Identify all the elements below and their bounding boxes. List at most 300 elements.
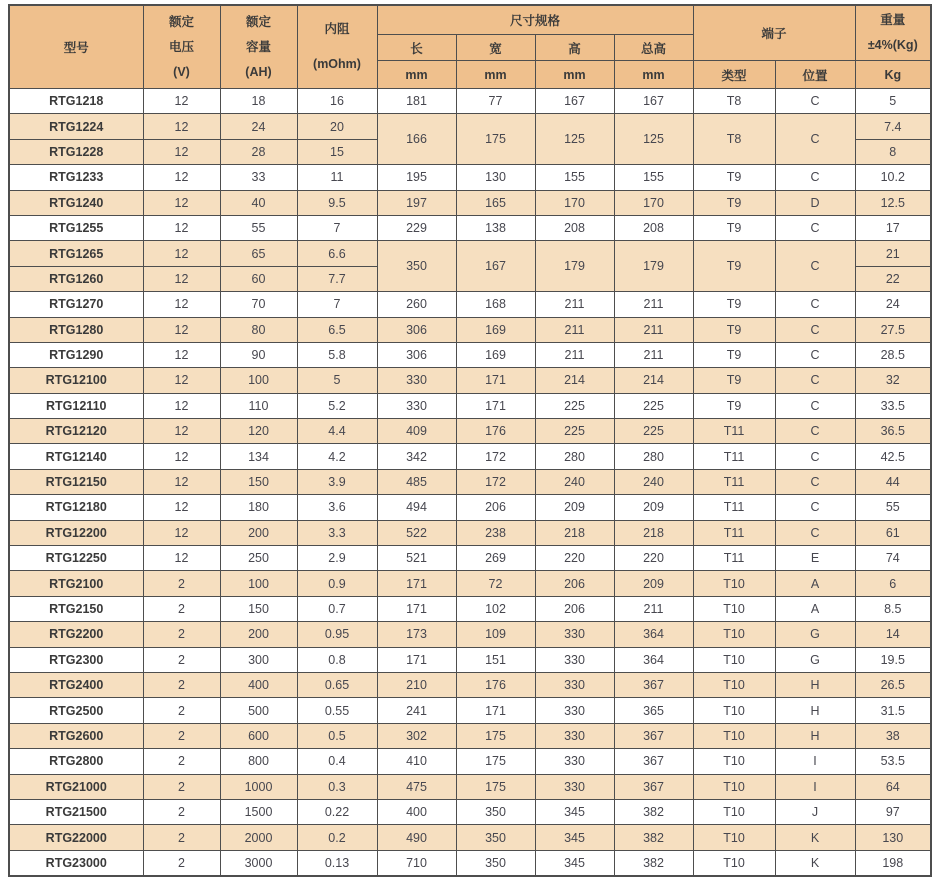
cell-pos: C	[775, 241, 855, 292]
cell-kg: 97	[855, 799, 931, 824]
cell-ah: 120	[220, 419, 297, 444]
cell-kg: 42.5	[855, 444, 931, 469]
header-height: 高	[535, 35, 614, 61]
cell-mohm: 0.4	[297, 749, 377, 774]
header-resistance	[297, 5, 377, 89]
table-body	[9, 89, 931, 877]
cell-v: 2	[143, 850, 220, 876]
table-row	[9, 723, 931, 748]
header-total-height-unit: mm	[614, 61, 693, 89]
cell-v: 12	[143, 241, 220, 266]
cell-h: 208	[535, 215, 614, 240]
cell-model: RTG12180	[9, 495, 143, 520]
cell-w: 238	[456, 520, 535, 545]
cell-kg: 21	[855, 241, 931, 266]
cell-mohm: 0.65	[297, 672, 377, 697]
cell-mohm: 7.7	[297, 266, 377, 291]
cell-kg: 26.5	[855, 672, 931, 697]
cell-w: 130	[456, 165, 535, 190]
cell-l: 485	[377, 469, 456, 494]
cell-type: T8	[693, 114, 775, 165]
cell-v: 12	[143, 444, 220, 469]
cell-th: 367	[614, 672, 693, 697]
cell-type: T11	[693, 419, 775, 444]
cell-type: T9	[693, 190, 775, 215]
cell-w: 175	[456, 749, 535, 774]
cell-model: RTG22000	[9, 825, 143, 850]
cell-model: RTG2800	[9, 749, 143, 774]
header-width-unit: mm	[456, 61, 535, 89]
cell-w: 168	[456, 292, 535, 317]
cell-pos: G	[775, 647, 855, 672]
cell-w: 169	[456, 317, 535, 342]
cell-model: RTG1218	[9, 89, 143, 114]
cell-mohm: 0.13	[297, 850, 377, 876]
cell-w: 109	[456, 622, 535, 647]
cell-model: RTG2400	[9, 672, 143, 697]
header-weight-line2: ±4%(Kg)	[867, 38, 918, 52]
cell-ah: 500	[220, 698, 297, 723]
cell-ah: 200	[220, 622, 297, 647]
cell-h: 330	[535, 622, 614, 647]
cell-h: 214	[535, 368, 614, 393]
cell-model: RTG1270	[9, 292, 143, 317]
cell-l: 522	[377, 520, 456, 545]
cell-model: RTG2150	[9, 596, 143, 621]
cell-pos: K	[775, 850, 855, 876]
cell-pos: C	[775, 419, 855, 444]
cell-v: 2	[143, 672, 220, 697]
cell-pos: C	[775, 469, 855, 494]
cell-l: 197	[377, 190, 456, 215]
cell-v: 2	[143, 698, 220, 723]
cell-kg: 22	[855, 266, 931, 291]
cell-mohm: 0.8	[297, 647, 377, 672]
cell-v: 2	[143, 799, 220, 824]
cell-l: 166	[377, 114, 456, 165]
cell-l: 171	[377, 571, 456, 596]
cell-type: T11	[693, 546, 775, 571]
cell-ah: 18	[220, 89, 297, 114]
cell-w: 171	[456, 393, 535, 418]
table-row	[9, 292, 931, 317]
cell-h: 211	[535, 342, 614, 367]
cell-type: T9	[693, 342, 775, 367]
cell-v: 12	[143, 165, 220, 190]
cell-w: 350	[456, 825, 535, 850]
cell-ah: 300	[220, 647, 297, 672]
table-row	[9, 241, 931, 266]
table-row	[9, 596, 931, 621]
header-length: 长	[377, 35, 456, 61]
cell-mohm: 0.22	[297, 799, 377, 824]
cell-h: 206	[535, 571, 614, 596]
cell-v: 12	[143, 368, 220, 393]
cell-h: 170	[535, 190, 614, 215]
cell-mohm: 5	[297, 368, 377, 393]
cell-h: 345	[535, 850, 614, 876]
cell-l: 195	[377, 165, 456, 190]
cell-mohm: 5.2	[297, 393, 377, 418]
cell-model: RTG1240	[9, 190, 143, 215]
cell-v: 2	[143, 723, 220, 748]
cell-th: 125	[614, 114, 693, 165]
cell-w: 176	[456, 672, 535, 697]
table-row	[9, 215, 931, 240]
cell-h: 345	[535, 799, 614, 824]
cell-type: T10	[693, 723, 775, 748]
cell-ah: 55	[220, 215, 297, 240]
table-row	[9, 647, 931, 672]
cell-kg: 6	[855, 571, 931, 596]
cell-kg: 27.5	[855, 317, 931, 342]
cell-l: 171	[377, 596, 456, 621]
cell-pos: C	[775, 317, 855, 342]
cell-th: 382	[614, 825, 693, 850]
cell-model: RTG2200	[9, 622, 143, 647]
cell-pos: C	[775, 444, 855, 469]
cell-mohm: 2.9	[297, 546, 377, 571]
cell-w: 175	[456, 114, 535, 165]
cell-pos: G	[775, 622, 855, 647]
header-weight-line1: 重量	[880, 13, 906, 27]
cell-type: T11	[693, 495, 775, 520]
cell-w: 172	[456, 469, 535, 494]
cell-pos: I	[775, 749, 855, 774]
header-terminal-group: 端子	[693, 5, 855, 61]
cell-ah: 150	[220, 469, 297, 494]
cell-mohm: 4.2	[297, 444, 377, 469]
cell-type: T9	[693, 215, 775, 240]
cell-pos: C	[775, 89, 855, 114]
table-row	[9, 114, 931, 139]
cell-l: 330	[377, 393, 456, 418]
cell-ah: 150	[220, 596, 297, 621]
header-width: 宽	[456, 35, 535, 61]
cell-h: 330	[535, 647, 614, 672]
cell-mohm: 20	[297, 114, 377, 139]
cell-ah: 600	[220, 723, 297, 748]
cell-ah: 100	[220, 571, 297, 596]
cell-kg: 61	[855, 520, 931, 545]
cell-th: 211	[614, 317, 693, 342]
cell-kg: 36.5	[855, 419, 931, 444]
cell-h: 330	[535, 774, 614, 799]
cell-h: 211	[535, 317, 614, 342]
cell-h: 218	[535, 520, 614, 545]
cell-type: T10	[693, 825, 775, 850]
cell-ah: 33	[220, 165, 297, 190]
table-row	[9, 495, 931, 520]
cell-l: 409	[377, 419, 456, 444]
cell-h: 206	[535, 596, 614, 621]
cell-th: 218	[614, 520, 693, 545]
cell-w: 138	[456, 215, 535, 240]
cell-model: RTG1290	[9, 342, 143, 367]
cell-v: 12	[143, 342, 220, 367]
cell-th: 211	[614, 596, 693, 621]
cell-l: 410	[377, 749, 456, 774]
cell-pos: E	[775, 546, 855, 571]
cell-type: T9	[693, 317, 775, 342]
cell-model: RTG12250	[9, 546, 143, 571]
cell-ah: 40	[220, 190, 297, 215]
cell-v: 12	[143, 469, 220, 494]
table-row	[9, 342, 931, 367]
cell-th: 364	[614, 647, 693, 672]
cell-kg: 198	[855, 850, 931, 876]
cell-model: RTG12110	[9, 393, 143, 418]
cell-w: 151	[456, 647, 535, 672]
cell-l: 490	[377, 825, 456, 850]
cell-ah: 180	[220, 495, 297, 520]
cell-th: 170	[614, 190, 693, 215]
cell-model: RTG12140	[9, 444, 143, 469]
header-resistance-line2: (mOhm)	[313, 57, 361, 71]
cell-mohm: 7	[297, 215, 377, 240]
cell-v: 12	[143, 89, 220, 114]
cell-ah: 2000	[220, 825, 297, 850]
cell-v: 2	[143, 622, 220, 647]
cell-l: 521	[377, 546, 456, 571]
battery-spec-table	[8, 4, 932, 877]
header-voltage-line2: 电压	[168, 39, 194, 54]
cell-w: 350	[456, 799, 535, 824]
cell-h: 220	[535, 546, 614, 571]
cell-mohm: 3.6	[297, 495, 377, 520]
cell-ah: 90	[220, 342, 297, 367]
cell-h: 167	[535, 89, 614, 114]
cell-mohm: 7	[297, 292, 377, 317]
cell-l: 330	[377, 368, 456, 393]
cell-mohm: 6.5	[297, 317, 377, 342]
cell-ah: 60	[220, 266, 297, 291]
cell-h: 179	[535, 241, 614, 292]
cell-v: 12	[143, 190, 220, 215]
table-row	[9, 393, 931, 418]
cell-type: T9	[693, 241, 775, 292]
cell-type: T10	[693, 698, 775, 723]
cell-h: 125	[535, 114, 614, 165]
cell-h: 240	[535, 469, 614, 494]
cell-th: 280	[614, 444, 693, 469]
cell-th: 155	[614, 165, 693, 190]
cell-model: RTG1260	[9, 266, 143, 291]
cell-model: RTG12150	[9, 469, 143, 494]
cell-type: T10	[693, 799, 775, 824]
cell-type: T10	[693, 850, 775, 876]
cell-h: 155	[535, 165, 614, 190]
cell-ah: 100	[220, 368, 297, 393]
table-row	[9, 165, 931, 190]
cell-mohm: 0.2	[297, 825, 377, 850]
cell-pos: C	[775, 393, 855, 418]
cell-pos: K	[775, 825, 855, 850]
cell-v: 2	[143, 647, 220, 672]
cell-mohm: 0.9	[297, 571, 377, 596]
table-row	[9, 672, 931, 697]
cell-l: 302	[377, 723, 456, 748]
cell-pos: H	[775, 723, 855, 748]
table-row	[9, 825, 931, 850]
cell-model: RTG1224	[9, 114, 143, 139]
cell-type: T9	[693, 292, 775, 317]
cell-w: 77	[456, 89, 535, 114]
cell-v: 12	[143, 292, 220, 317]
cell-h: 345	[535, 825, 614, 850]
cell-type: T11	[693, 444, 775, 469]
cell-h: 330	[535, 698, 614, 723]
cell-type: T10	[693, 647, 775, 672]
cell-model: RTG12100	[9, 368, 143, 393]
cell-kg: 28.5	[855, 342, 931, 367]
cell-v: 2	[143, 774, 220, 799]
cell-kg: 64	[855, 774, 931, 799]
cell-l: 306	[377, 342, 456, 367]
cell-pos: D	[775, 190, 855, 215]
table-header	[9, 5, 931, 89]
cell-type: T10	[693, 571, 775, 596]
cell-th: 167	[614, 89, 693, 114]
cell-v: 2	[143, 596, 220, 621]
cell-v: 12	[143, 495, 220, 520]
table-row	[9, 190, 931, 215]
cell-th: 220	[614, 546, 693, 571]
cell-model: RTG12200	[9, 520, 143, 545]
cell-model: RTG1233	[9, 165, 143, 190]
header-weight	[855, 5, 931, 61]
header-capacity-line1: 额定	[245, 14, 271, 29]
cell-th: 240	[614, 469, 693, 494]
cell-h: 211	[535, 292, 614, 317]
cell-kg: 130	[855, 825, 931, 850]
cell-w: 206	[456, 495, 535, 520]
cell-pos: C	[775, 165, 855, 190]
header-resistance-line1: 内阻	[324, 22, 350, 36]
cell-type: T10	[693, 596, 775, 621]
cell-pos: A	[775, 571, 855, 596]
cell-mohm: 6.6	[297, 241, 377, 266]
cell-h: 280	[535, 444, 614, 469]
cell-ah: 110	[220, 393, 297, 418]
cell-v: 2	[143, 571, 220, 596]
cell-mohm: 0.5	[297, 723, 377, 748]
cell-h: 330	[535, 672, 614, 697]
cell-kg: 8	[855, 139, 931, 164]
cell-w: 176	[456, 419, 535, 444]
cell-v: 12	[143, 546, 220, 571]
cell-ah: 134	[220, 444, 297, 469]
cell-mohm: 3.3	[297, 520, 377, 545]
cell-mohm: 9.5	[297, 190, 377, 215]
cell-w: 171	[456, 698, 535, 723]
cell-l: 342	[377, 444, 456, 469]
cell-pos: C	[775, 215, 855, 240]
cell-pos: A	[775, 596, 855, 621]
cell-model: RTG1228	[9, 139, 143, 164]
header-terminal-pos: 位置	[775, 61, 855, 89]
cell-ah: 28	[220, 139, 297, 164]
cell-kg: 14	[855, 622, 931, 647]
cell-kg: 53.5	[855, 749, 931, 774]
cell-w: 350	[456, 850, 535, 876]
cell-th: 225	[614, 419, 693, 444]
table-row	[9, 419, 931, 444]
cell-v: 12	[143, 393, 220, 418]
cell-th: 367	[614, 723, 693, 748]
table-row	[9, 89, 931, 114]
cell-kg: 55	[855, 495, 931, 520]
cell-th: 209	[614, 495, 693, 520]
cell-kg: 7.4	[855, 114, 931, 139]
header-size-group: 尺寸规格	[377, 5, 693, 35]
cell-kg: 8.5	[855, 596, 931, 621]
cell-type: T10	[693, 774, 775, 799]
table-row	[9, 799, 931, 824]
cell-mohm: 0.95	[297, 622, 377, 647]
cell-mohm: 11	[297, 165, 377, 190]
cell-kg: 19.5	[855, 647, 931, 672]
cell-v: 12	[143, 114, 220, 139]
cell-model: RTG12120	[9, 419, 143, 444]
table-row	[9, 368, 931, 393]
cell-th: 208	[614, 215, 693, 240]
header-capacity	[220, 5, 297, 89]
cell-mohm: 4.4	[297, 419, 377, 444]
cell-ah: 70	[220, 292, 297, 317]
cell-kg: 31.5	[855, 698, 931, 723]
cell-pos: C	[775, 292, 855, 317]
cell-mohm: 0.3	[297, 774, 377, 799]
cell-pos: C	[775, 495, 855, 520]
cell-mohm: 16	[297, 89, 377, 114]
table-row	[9, 698, 931, 723]
cell-v: 12	[143, 139, 220, 164]
cell-type: T10	[693, 672, 775, 697]
cell-th: 209	[614, 571, 693, 596]
cell-v: 2	[143, 825, 220, 850]
cell-pos: C	[775, 342, 855, 367]
cell-h: 225	[535, 393, 614, 418]
cell-th: 382	[614, 799, 693, 824]
cell-th: 382	[614, 850, 693, 876]
cell-kg: 10.2	[855, 165, 931, 190]
cell-v: 12	[143, 419, 220, 444]
cell-w: 269	[456, 546, 535, 571]
cell-type: T8	[693, 89, 775, 114]
cell-v: 12	[143, 266, 220, 291]
cell-ah: 80	[220, 317, 297, 342]
cell-ah: 24	[220, 114, 297, 139]
cell-type: T11	[693, 469, 775, 494]
cell-w: 172	[456, 444, 535, 469]
cell-type: T9	[693, 165, 775, 190]
cell-th: 211	[614, 342, 693, 367]
cell-w: 175	[456, 774, 535, 799]
cell-th: 179	[614, 241, 693, 292]
cell-type: T9	[693, 368, 775, 393]
cell-l: 260	[377, 292, 456, 317]
table-row	[9, 749, 931, 774]
header-terminal-type: 类型	[693, 61, 775, 89]
cell-h: 330	[535, 749, 614, 774]
cell-ah: 400	[220, 672, 297, 697]
cell-ah: 200	[220, 520, 297, 545]
cell-l: 400	[377, 799, 456, 824]
cell-pos: C	[775, 520, 855, 545]
cell-pos: J	[775, 799, 855, 824]
table-row	[9, 444, 931, 469]
